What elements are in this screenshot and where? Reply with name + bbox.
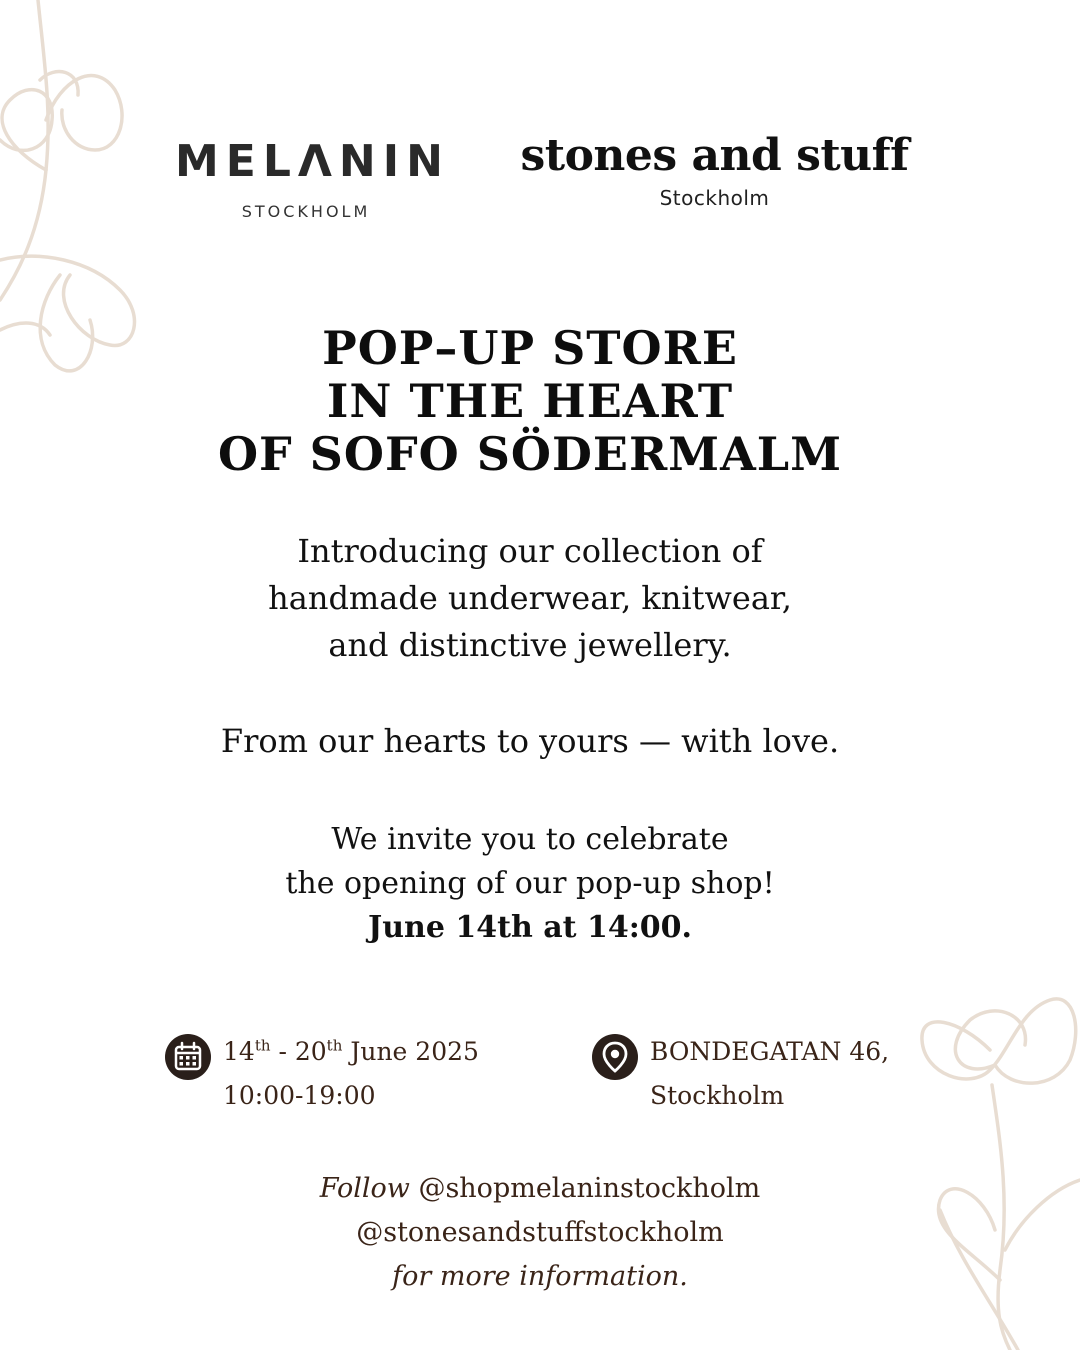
- intro-line: handmade underwear, knitwear,: [268, 579, 792, 617]
- start-day-suffix: th: [254, 1036, 271, 1055]
- follow-line: [140, 1167, 940, 1211]
- follow-word: Follow: [319, 1173, 410, 1204]
- social-follow: [140, 1167, 940, 1299]
- intro-paragraph: [140, 528, 920, 669]
- date-separator: -: [270, 1037, 295, 1066]
- stones-logo-name: stones and stuff: [520, 130, 909, 181]
- stones-and-stuff-logo: [512, 130, 917, 210]
- stones-logo-city: Stockholm: [659, 186, 770, 210]
- address-street: BONDEGATAN 46,: [650, 1037, 890, 1066]
- address-city: Stockholm: [650, 1081, 785, 1110]
- headline-line: OF SOFO SÖDERMALM: [217, 427, 843, 481]
- date-text: [223, 1030, 479, 1118]
- end-day-suffix: th: [326, 1036, 343, 1055]
- opening-date: June 14th at 14:00.: [368, 910, 692, 945]
- location-pin-icon: [592, 1034, 638, 1080]
- partner-logos: [0, 130, 1080, 240]
- address-text: [650, 1030, 889, 1118]
- end-day: 20: [294, 1037, 327, 1066]
- melanin-logo-city: STOCKHOLM: [241, 202, 371, 221]
- start-day: 14: [223, 1037, 255, 1066]
- headline: [140, 322, 920, 481]
- tagline: From our hearts to yours — with love.: [220, 722, 840, 760]
- invite-line: We invite you to celebrate: [331, 822, 729, 857]
- calendar-icon: [165, 1034, 211, 1080]
- opening-hours: 10:00-19:00: [223, 1081, 376, 1110]
- headline-line: IN THE HEART: [326, 374, 734, 428]
- invite-line: the opening of our pop-up shop!: [285, 866, 775, 901]
- melanin-logo-name: MELΛNIN: [175, 136, 450, 187]
- invitation: [140, 818, 920, 950]
- instagram-handle-stones[interactable]: @stonesandstuffstockholm: [356, 1217, 724, 1248]
- month-year: June 2025: [342, 1037, 479, 1066]
- follow-closing: for more information.: [392, 1261, 688, 1292]
- intro-line: Introducing our collection of: [297, 532, 763, 570]
- intro-line: and distinctive jewellery.: [328, 626, 732, 664]
- instagram-handle-melanin[interactable]: @shopmelaninstockholm: [409, 1173, 761, 1204]
- melanin-logo: [175, 136, 450, 221]
- date-range: [223, 1030, 479, 1074]
- headline-line: POP–UP STORE: [322, 321, 738, 375]
